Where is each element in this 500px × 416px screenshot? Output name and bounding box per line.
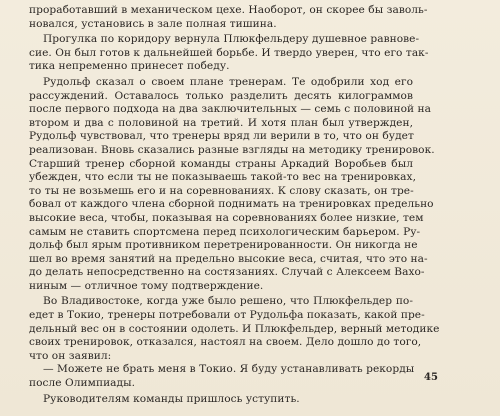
paragraph: [29, 4, 428, 31]
text-line: дельный вес он в состоянии одолеть. И Плюкфельдер, верный методике: [29, 322, 440, 335]
text-line: до делать непосредственно на состязаниях. Случай с Алексеем Вахо-: [29, 266, 425, 279]
text-line: едет в Токио, тренеры потребовали от Рудольфа показать, какой пре-: [29, 309, 425, 322]
text-line: шел во время занятий на предельно высокие веса, считая, что это на-: [29, 252, 428, 265]
text-line: Руководителям команды пришлось уступить.: [43, 392, 300, 405]
text-line: своих тренировок, отказался, настоял на своем. Дело дошло до того,: [29, 336, 422, 349]
page-number: 45: [424, 372, 438, 383]
text-line: втором и два с половиной на третий. И хотя план был утвержден,: [29, 116, 413, 129]
text-line: что он заявил:: [29, 349, 112, 362]
paragraph: [29, 363, 413, 390]
text-line: Прогулка по коридору вернула Плюкфельдеру душевное равнове-: [43, 33, 420, 46]
paragraph: [29, 75, 435, 294]
text-line: самым не ставить спортсмена перед психологическим барьером. Ру-: [29, 225, 421, 238]
text-line: реализован. Вновь сказались разные взгляды на методику тренировок.: [29, 143, 435, 156]
text-line: — Можете не брать меня в Токио. Я буду устанавливать рекорды: [43, 363, 415, 376]
text-line: Старший тренер сборной команды страны Аркадий Воробьев был: [29, 157, 413, 170]
paragraph: [29, 393, 413, 407]
text-line: рассуждений. Оставалось только разделить десять килограммов: [29, 89, 413, 102]
paragraph: [29, 33, 429, 74]
text-line: тика непременно принесет победу.: [29, 60, 230, 73]
text-line: новался, установись в зале полная тишина.: [29, 17, 277, 30]
paragraph: [29, 295, 440, 363]
text-line: Во Владивостоке, когда уже было решено, что Плюкфельдер по-: [43, 295, 413, 308]
text-line: дольф был ярым противником перетренированности. Он никогда не: [29, 239, 418, 252]
text-line: после первого подхода на два заключительных — семь с половиной на: [29, 103, 432, 116]
text-line: бовал от каждого члена сборной поднимать на тренировках предельно: [29, 198, 434, 211]
text-line: Рудольф сказал о своем плане тренерам. Те одобрили ход его: [43, 75, 413, 88]
text-line: убежден, что если ты не показываешь такой-то вес на тренировках,: [29, 171, 416, 184]
text-line: после Олимпиады.: [29, 377, 136, 390]
text-line: то ты не возьмешь его и на соревнованиях. К слову сказать, он тре-: [29, 184, 414, 197]
text-line: проработавший в механическом цехе. Наоборот, он скорее бы заволь-: [29, 4, 428, 16]
text-line: высокие веса, чтобы, показывая на соревнованиях более низкие, тем: [29, 211, 424, 224]
text-line: Рудольф чувствовал, что тренеры вряд ли верили в то, что он будет: [29, 130, 414, 143]
text-line: сие. Он был готов к дальнейшей борьбе. И твердо уверен, что его так-: [29, 46, 429, 59]
text-line: ниным — отличное тому подтверждение.: [29, 279, 264, 292]
